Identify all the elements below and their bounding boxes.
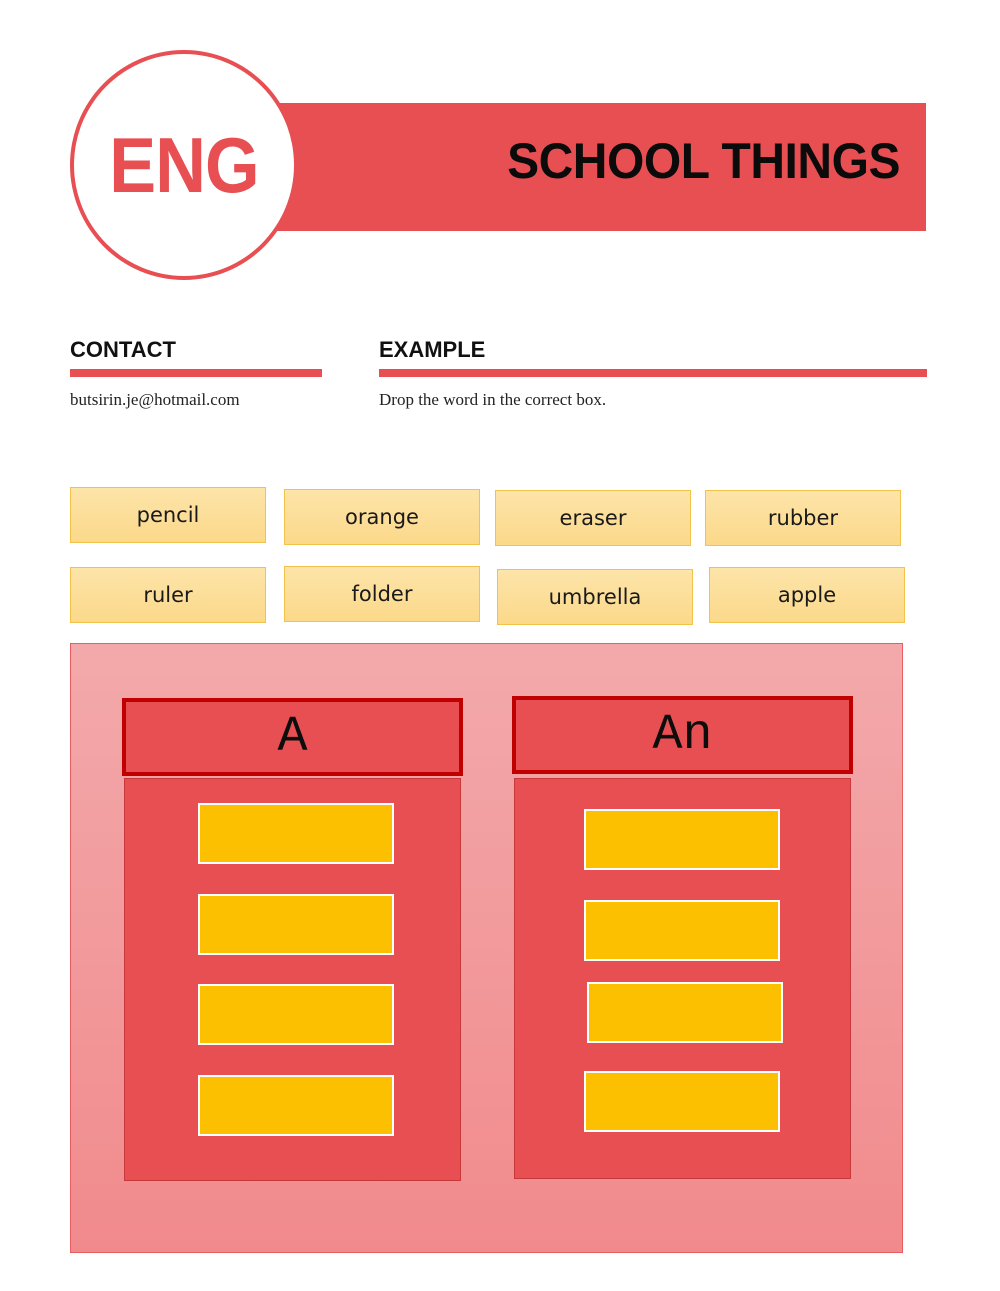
- drop-slot-an-2[interactable]: [584, 900, 780, 961]
- drop-slot-an-3[interactable]: [587, 982, 783, 1043]
- word-chip-orange[interactable]: orange: [284, 489, 480, 545]
- drop-slot-a-4[interactable]: [198, 1075, 394, 1136]
- example-heading: EXAMPLE: [379, 337, 486, 362]
- word-chip-umbrella[interactable]: umbrella: [497, 569, 693, 625]
- page-title: SCHOOL THINGS: [507, 133, 900, 189]
- contact-email: butsirin.je@hotmail.com: [70, 390, 240, 409]
- drop-slot-an-4[interactable]: [584, 1071, 780, 1132]
- drop-slot-an-1[interactable]: [584, 809, 780, 870]
- drop-slot-a-3[interactable]: [198, 984, 394, 1045]
- contact-heading: CONTACT: [70, 337, 176, 362]
- example-divider: [379, 369, 927, 377]
- word-chip-rubber[interactable]: rubber: [705, 490, 901, 546]
- word-chip-eraser[interactable]: eraser: [495, 490, 691, 546]
- word-chip-pencil[interactable]: pencil: [70, 487, 266, 543]
- column-a-header: A: [122, 698, 463, 776]
- drop-slot-a-1[interactable]: [198, 803, 394, 864]
- eng-badge: [70, 50, 298, 280]
- badge-label: ENG: [109, 120, 259, 209]
- instruction-text: Drop the word in the correct box.: [379, 390, 607, 409]
- contact-divider: [70, 369, 322, 377]
- column-an-header: An: [512, 696, 853, 774]
- word-chip-folder[interactable]: folder: [284, 566, 480, 622]
- word-chip-apple[interactable]: apple: [709, 567, 905, 623]
- drop-slot-a-2[interactable]: [198, 894, 394, 955]
- word-chip-ruler[interactable]: ruler: [70, 567, 266, 623]
